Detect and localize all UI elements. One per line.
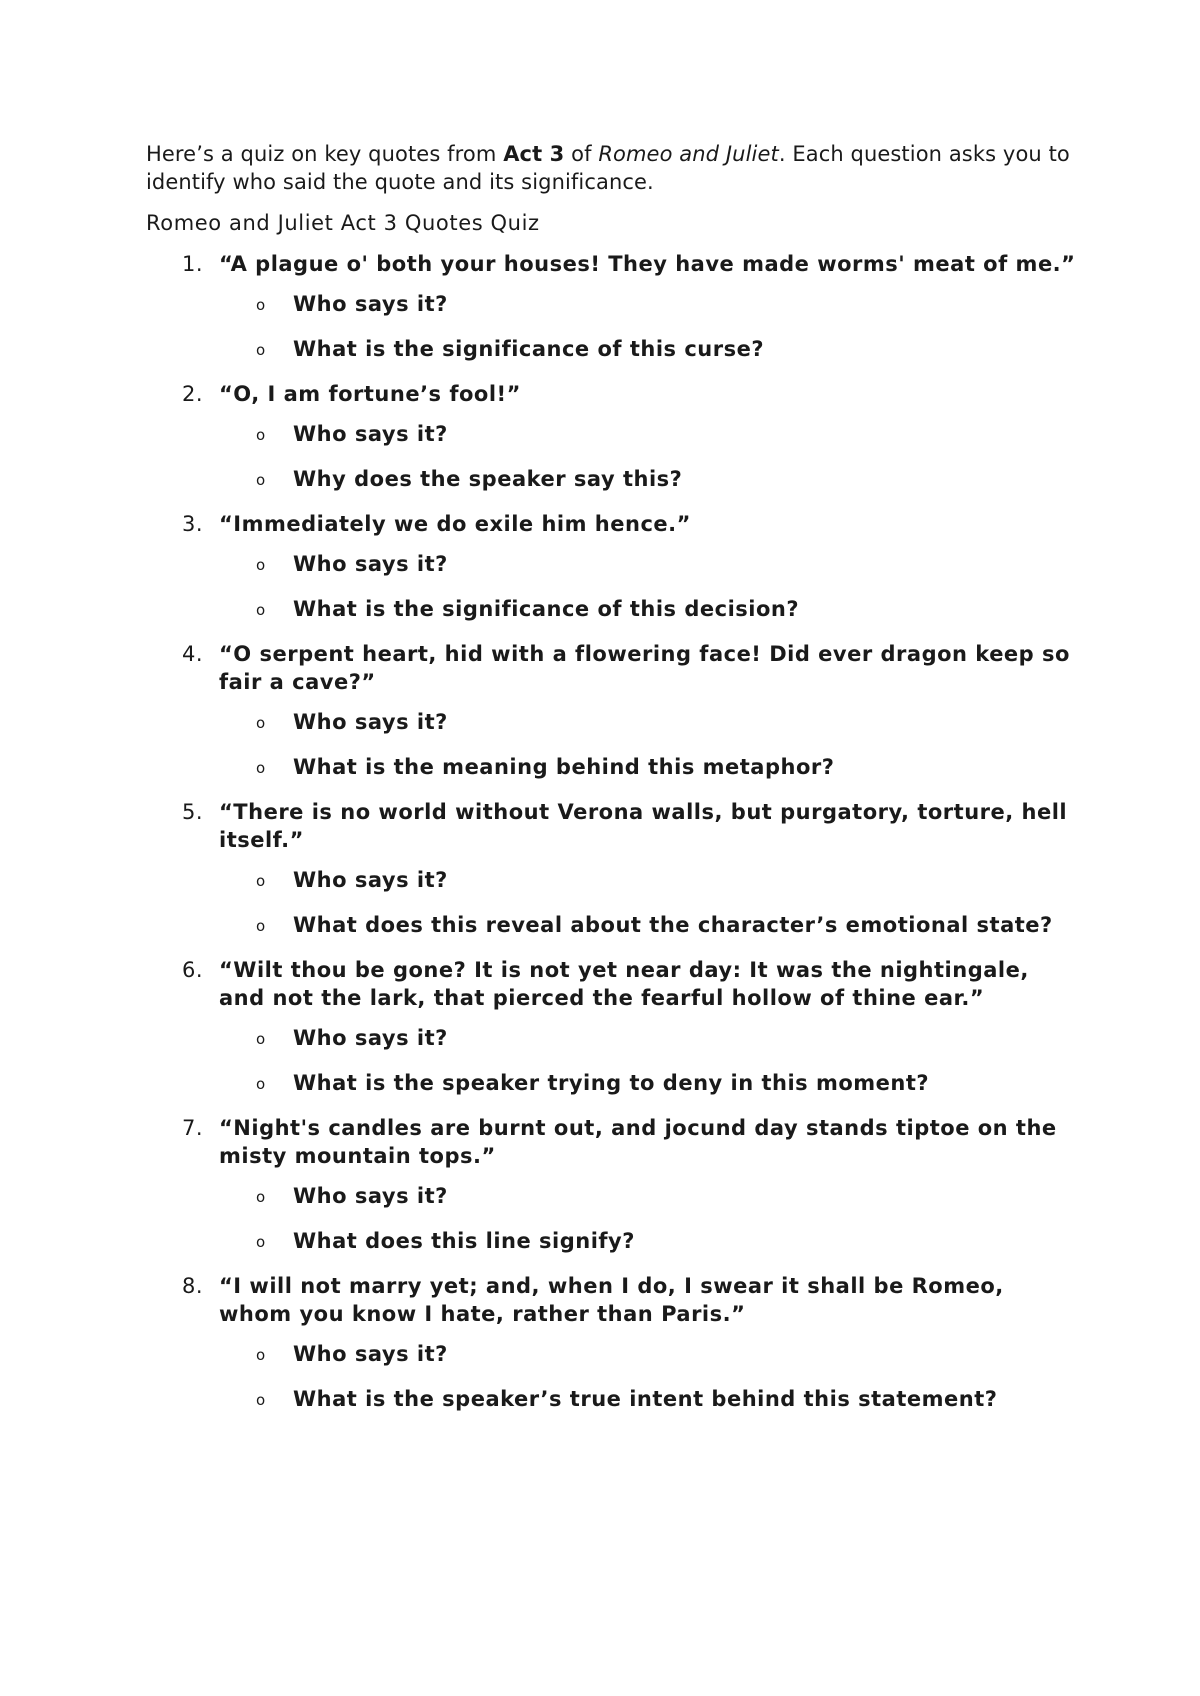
sub-question <box>146 866 1076 894</box>
sub-question-text: Who says it? <box>293 422 448 446</box>
question-quote <box>146 640 1076 696</box>
sub-question-text: What does this line signify? <box>293 1229 635 1253</box>
circle-bullet-icon: o <box>256 1075 266 1093</box>
sub-question-text: Who says it? <box>293 292 448 316</box>
question-item <box>146 798 1076 939</box>
sub-question-text: Who says it? <box>293 552 448 576</box>
question-number: 6. <box>182 958 204 982</box>
sub-question <box>146 1227 1076 1255</box>
quote-text: “O, I am fortune’s fool!” <box>219 382 521 406</box>
question-quote <box>146 1272 1076 1328</box>
sub-question <box>146 1024 1076 1052</box>
sub-question <box>146 1182 1076 1210</box>
question-quote <box>146 510 1076 538</box>
intro-act-bold: Act 3 <box>503 142 565 166</box>
question-number: 4. <box>182 642 204 666</box>
sub-question <box>146 420 1076 448</box>
sub-question-list <box>146 1182 1076 1255</box>
sub-question <box>146 290 1076 318</box>
question-number: 2. <box>182 382 204 406</box>
sub-question <box>146 708 1076 736</box>
question-item <box>146 956 1076 1097</box>
quiz-title: Romeo and Juliet Act 3 Quotes Quiz <box>146 211 540 235</box>
circle-bullet-icon: o <box>256 1346 266 1364</box>
circle-bullet-icon: o <box>256 1188 266 1206</box>
circle-bullet-icon: o <box>256 1391 266 1409</box>
sub-question-text: What does this reveal about the character’s emotional state? <box>293 913 1053 937</box>
sub-question <box>146 753 1076 781</box>
sub-question-list <box>146 550 1076 623</box>
sub-question-text: What is the speaker trying to deny in this moment? <box>293 1071 930 1095</box>
sub-question-text: Who says it? <box>293 1026 448 1050</box>
sub-question-list <box>146 866 1076 939</box>
circle-bullet-icon: o <box>256 1030 266 1048</box>
sub-question-text: Who says it? <box>293 868 448 892</box>
intro-text-2: of <box>564 142 599 166</box>
question-quote <box>146 1114 1076 1170</box>
circle-bullet-icon: o <box>256 601 266 619</box>
quote-text: “There is no world without Verona walls, but purgatory, torture, hell itself.” <box>219 800 1068 852</box>
question-item <box>146 250 1076 363</box>
sub-question-list <box>146 1024 1076 1097</box>
circle-bullet-icon: o <box>256 1233 266 1251</box>
sub-question <box>146 550 1076 578</box>
document-page <box>146 140 1076 1430</box>
sub-question-text: Who says it? <box>293 710 448 734</box>
question-number: 7. <box>182 1116 204 1140</box>
circle-bullet-icon: o <box>256 714 266 732</box>
question-number: 8. <box>182 1274 204 1298</box>
question-number: 1. <box>182 252 204 276</box>
sub-question <box>146 1069 1076 1097</box>
question-number: 3. <box>182 512 204 536</box>
circle-bullet-icon: o <box>256 917 266 935</box>
circle-bullet-icon: o <box>256 471 266 489</box>
sub-question-text: What is the speaker’s true intent behind this statement? <box>293 1387 998 1411</box>
question-quote <box>146 956 1076 1012</box>
question-item <box>146 1272 1076 1413</box>
question-quote <box>146 380 1076 408</box>
sub-question <box>146 465 1076 493</box>
circle-bullet-icon: o <box>256 426 266 444</box>
sub-question <box>146 1385 1076 1413</box>
quote-text: “I will not marry yet; and, when I do, I swear it shall be Romeo, whom you know I hate, rather than Paris.” <box>219 1274 1004 1326</box>
sub-question-text: Why does the speaker say this? <box>293 467 683 491</box>
intro-text-3: . Each question asks you to identify who said the quote and its significance. <box>146 142 1070 194</box>
question-item <box>146 640 1076 781</box>
sub-question-list <box>146 708 1076 781</box>
sub-question <box>146 1340 1076 1368</box>
circle-bullet-icon: o <box>256 556 266 574</box>
quote-text: “A plague o' both your houses! They have made worms' meat of me.” <box>219 252 1076 276</box>
question-item <box>146 1114 1076 1255</box>
intro-paragraph <box>146 140 1076 196</box>
question-quote <box>146 798 1076 854</box>
quote-text: “Wilt thou be gone? It is not yet near day: It was the nightingale, and not the lark, that pierced the fearful hollow of thine ear.” <box>219 958 1029 1010</box>
question-number: 5. <box>182 800 204 824</box>
intro-text-1: Here’s a quiz on key quotes from <box>146 142 504 166</box>
sub-question-list <box>146 290 1076 363</box>
circle-bullet-icon: o <box>256 759 266 777</box>
sub-question-text: Who says it? <box>293 1184 448 1208</box>
sub-question-text: What is the significance of this curse? <box>293 337 765 361</box>
intro-play-title: Romeo and Juliet <box>598 142 779 166</box>
question-item <box>146 380 1076 493</box>
question-quote <box>146 250 1076 278</box>
sub-question-text: What is the meaning behind this metaphor? <box>293 755 835 779</box>
circle-bullet-icon: o <box>256 296 266 314</box>
quote-text: “Immediately we do exile him hence.” <box>219 512 691 536</box>
question-item <box>146 510 1076 623</box>
sub-question-text: Who says it? <box>293 1342 448 1366</box>
circle-bullet-icon: o <box>256 872 266 890</box>
circle-bullet-icon: o <box>256 341 266 359</box>
sub-question <box>146 335 1076 363</box>
sub-question-text: What is the significance of this decision? <box>293 597 800 621</box>
question-list <box>146 250 1076 1413</box>
sub-question-list <box>146 420 1076 493</box>
sub-question-list <box>146 1340 1076 1413</box>
quote-text: “O serpent heart, hid with a flowering face! Did ever dragon keep so fair a cave?” <box>219 642 1070 694</box>
sub-question <box>146 595 1076 623</box>
quote-text: “Night's candles are burnt out, and jocund day stands tiptoe on the misty mountain tops.” <box>219 1116 1057 1168</box>
sub-question <box>146 911 1076 939</box>
